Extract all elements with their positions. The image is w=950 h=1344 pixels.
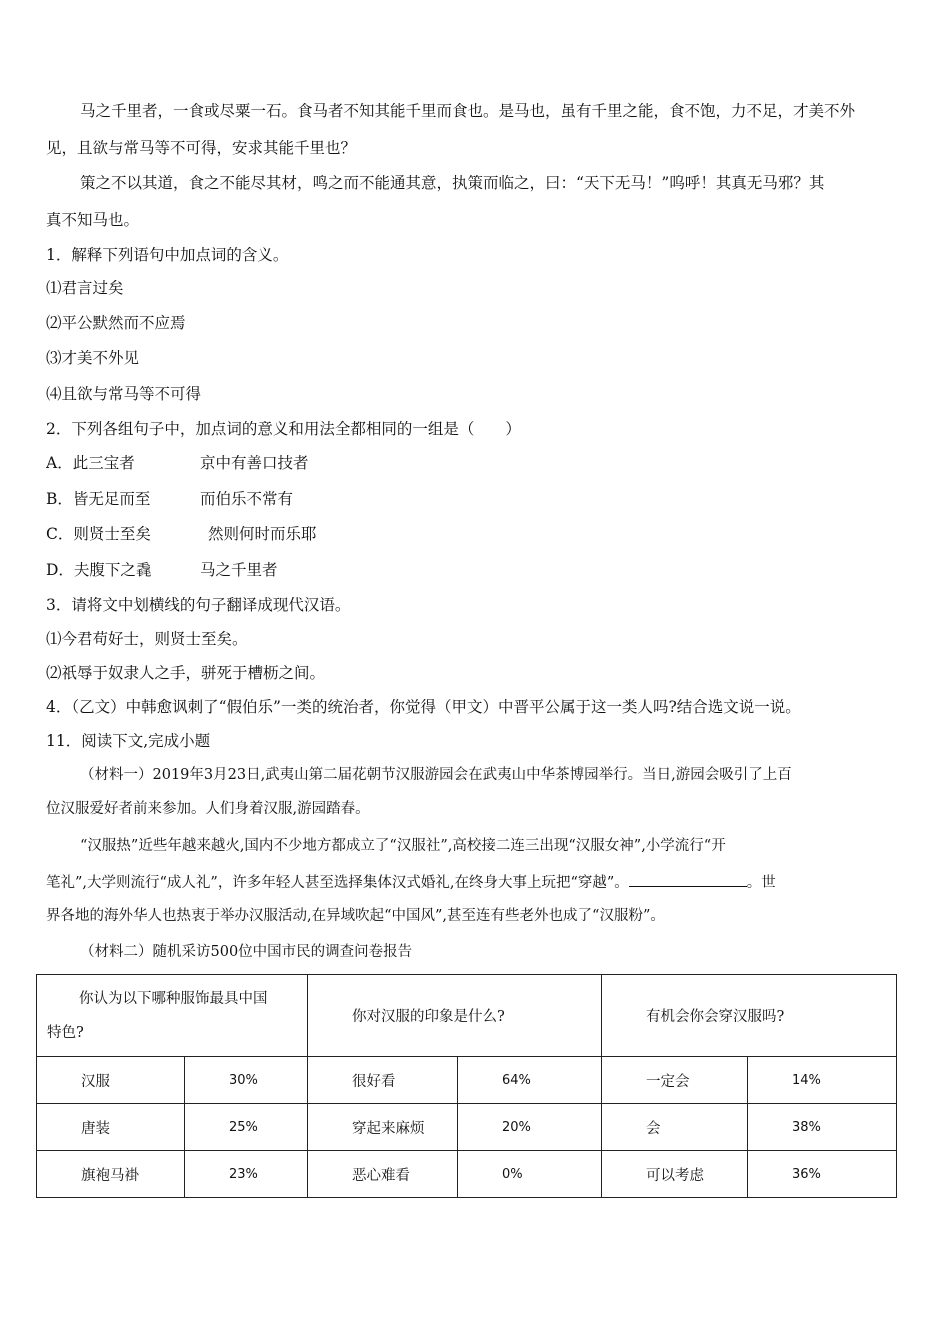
option-label: C．则贤士至矣 <box>46 525 151 543</box>
material-1-line2: 位汉服爱好者前来参加。人们身着汉服,游园踏春。 <box>46 801 370 817</box>
question-3-stem: 3．请将文中划横线的句子翻译成现代汉语。 <box>46 596 351 614</box>
table-row <box>37 1057 897 1104</box>
material-1-line1: （材料一）2019年3月23日,武夷山第二届花朝节汉服游园会在武夷山中华茶博园举行。当日,游园会吸引了上百 <box>80 767 792 783</box>
question-1-stem: 1．解释下列语句中加点词的含义。 <box>46 246 289 264</box>
cell-option: 穿起来麻烦 <box>308 1104 458 1151</box>
table-row <box>37 1151 897 1198</box>
header-q2: 你对汉服的印象是什么? <box>308 975 602 1057</box>
header-q1-line1: 你认为以下哪种服饰最具中国 <box>79 990 268 1007</box>
option-pair: 然则何时而乐耶 <box>208 525 317 543</box>
cell-percent: 23% <box>185 1151 308 1198</box>
header-q3: 有机会你会穿汉服吗? <box>602 975 897 1057</box>
option-label: D．夫腹下之毳 <box>46 561 152 579</box>
option-label: A．此三宝者 <box>46 454 135 472</box>
cell-percent: 30% <box>185 1057 308 1104</box>
material-1b-line3: 界各地的海外华人也热衷于举办汉服活动,在异域吹起“中国风”,甚至连有些老外也成了“汉服粉”。 <box>46 908 665 924</box>
passage-p2-line1: 策之不以其道，食之不能尽其材，鸣之而不能通其意，执策而临之，曰：“天下无马！”呜呼！其真无马邪？其 <box>80 174 825 192</box>
table-row <box>37 1104 897 1151</box>
cell-option: 旗袍马褂 <box>37 1151 185 1198</box>
material-1b-line2-end: 。世 <box>746 875 776 891</box>
question-2-option-b <box>46 489 914 509</box>
question-1-item: ⑶才美不外见 <box>46 349 140 367</box>
header-q1 <box>37 975 308 1057</box>
cell-option: 恶心难看 <box>308 1151 458 1198</box>
question-1-item: ⑷且欲与常马等不可得 <box>46 385 202 403</box>
material-1b-line2-text: 笔礼”,大学则流行“成人礼”，许多年轻人甚至选择集体汉式婚礼,在终身大事上玩把“穿越”。 <box>46 875 629 891</box>
option-label: B．皆无足而至 <box>46 490 151 508</box>
cell-percent: 64% <box>458 1057 602 1104</box>
table-header-row <box>37 975 897 1057</box>
passage-p1-line2: 见，且欲与常马等不可得，安求其能千里也？ <box>46 139 357 157</box>
cell-percent: 25% <box>185 1104 308 1151</box>
cell-percent: 14% <box>748 1057 897 1104</box>
survey-table <box>36 974 897 1198</box>
option-pair: 京中有善口技者 <box>200 454 309 472</box>
question-3-item: ⑴今君苟好士，则贤士至矣。 <box>46 630 248 648</box>
option-pair: 而伯乐不常有 <box>200 490 294 508</box>
question-3-item: ⑵祇辱于奴隶人之手，骈死于槽枥之间。 <box>46 664 326 682</box>
cell-percent: 36% <box>748 1151 897 1198</box>
question-4-stem: 4．（乙文）中韩愈讽刺了“假伯乐”一类的统治者，你觉得（甲文）中晋平公属于这一类人吗?结合选文说一说。 <box>46 698 801 716</box>
question-11-stem: 11．阅读下文,完成小题 <box>46 732 211 750</box>
cell-percent: 20% <box>458 1104 602 1151</box>
fill-in-blank[interactable] <box>629 872 747 887</box>
header-q1-line2: 特色? <box>47 1024 84 1041</box>
question-2-option-a <box>46 453 914 473</box>
cell-option: 很好看 <box>308 1057 458 1104</box>
cell-option: 一定会 <box>602 1057 748 1104</box>
option-pair: 马之千里者 <box>200 561 278 579</box>
material-1b-line1: “汉服热”近些年越来越火,国内不少地方都成立了“汉服社”,高校接二连三出现“汉服女神”,小学流行“开 <box>80 838 726 854</box>
passage-p2-line2: 真不知马也。 <box>46 211 140 229</box>
cell-option: 唐装 <box>37 1104 185 1151</box>
cell-percent: 0% <box>458 1151 602 1198</box>
question-1-item: ⑴君言过矣 <box>46 279 124 297</box>
cell-option: 汉服 <box>37 1057 185 1104</box>
cell-percent: 38% <box>748 1104 897 1151</box>
cell-option: 会 <box>602 1104 748 1151</box>
cell-option: 可以考虑 <box>602 1151 748 1198</box>
material-2-title: （材料二）随机采访500位中国市民的调查问卷报告 <box>80 944 413 960</box>
passage-p1-line1: 马之千里者，一食或尽粟一石。食马者不知其能千里而食也。是马也，虽有千里之能，食不饱，力不足，才美不外 <box>80 102 856 120</box>
question-2-option-c <box>46 524 914 544</box>
question-2-stem: 2．下列各组句子中，加点词的意义和用法全都相同的一组是（ ） <box>46 420 521 438</box>
question-1-item: ⑵平公默然而不应焉 <box>46 314 186 332</box>
material-1b-line2 <box>46 872 914 893</box>
question-2-option-d <box>46 560 914 580</box>
